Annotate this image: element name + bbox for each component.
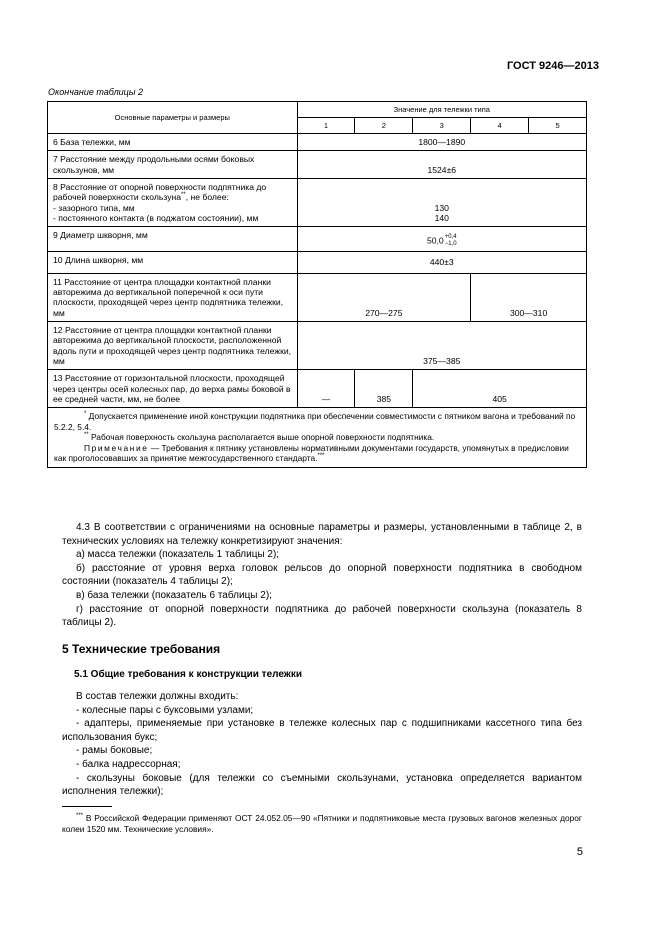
table-header-row [48,102,587,118]
row-value: 405 [413,370,587,408]
row-param: 9 Диаметр шкворня, мм [48,227,298,251]
table-row [48,251,587,273]
table-row [48,273,587,321]
page-footnote [62,811,582,835]
footnote-mark: *** [76,813,84,819]
row-value-line: 130 [434,202,449,213]
note-label: Примечание [84,442,149,453]
type-number: 1 [297,118,355,134]
row-param: 7 Расстояние между продольными осями боковых скользунов, мм [48,151,298,179]
clause-5-1-list [62,690,582,799]
table-row [48,151,587,179]
list-item: - колесные пары с буксовыми узлами; [76,704,254,716]
note-text: Рабочая поверхность скользуна располагается выше опорной поверхности подпятника. [91,432,435,443]
row-param-text: , не более: [185,192,229,203]
row-value: 1524±6 [297,151,586,179]
type-number: 4 [471,118,529,134]
footnote-mark: ** [181,192,186,199]
row-param: 10 Длина шкворня, мм [48,251,298,273]
column-header-value: Значение для тележки типа [297,102,586,118]
row-param [48,178,298,226]
type-number: 2 [355,118,413,134]
table-note [54,443,580,464]
row-value: 300—310 [471,273,587,321]
table-row [48,322,587,370]
row-value: 440±3 [297,251,586,273]
list-item: - рамы боковые; [76,745,153,757]
footnote-mark: * [84,411,87,418]
table-note [54,432,580,443]
tolerance [445,234,457,248]
column-header-parameters: Основные параметры и размеры [48,102,298,134]
row-param: 12 Расстояние от центра площадки контактной планки авторежима до вертикальной плоскости, расположенной вдоль пути и проходящей через центр подпятника тележки, мм [48,322,298,370]
section-heading: 5 Технические требования [62,642,221,656]
diameter-value: 50,0 [426,234,444,245]
row-value: 1800—1890 [297,134,586,151]
footnote-mark: ** [84,432,89,439]
list-item: а) масса тележки (показатель 1 таблицы 2); [76,549,280,561]
tolerance-upper: +0,4 [444,233,457,240]
row-value [297,178,586,226]
row-param-item: - зазорного типа, мм [53,202,135,213]
subsection-heading: 5.1 Общие требования к конструкции тележки [74,669,303,680]
list-item: - скользуны боковые (для тележки со съемными скользунами, установка определяется вариантом исполнения тележки); [62,772,582,798]
row-value: 385 [355,370,413,408]
note-text: Допускается применение иной конструкции подпятника при обеспечении совместимости с пятником вагона и требований по 5.2.2, 5.4. [54,411,576,432]
row-value: 270—275 [297,273,471,321]
list-item: - балка надрессорная; [76,758,181,770]
row-param: 6 База тележки, мм [48,134,298,151]
row-param-text: 8 Расстояние от опорной поверхности подпятника до рабочей поверхности скользуна [53,181,267,203]
type-number: 5 [529,118,587,134]
document-id: ГОСТ 9246—2013 [506,60,599,72]
table-row [48,370,587,408]
parameters-table [47,101,587,468]
list-item: б) расстояние от уровня верха головок рельсов до опорной поверхности подпятника в свободном состоянии (показатель 4 таблицы 2); [62,562,582,588]
row-value [297,227,586,251]
row-param-item: - постоянного контакта (в поджатом состоянии), мм [53,212,259,223]
table-notes-row [48,408,587,468]
footnote-separator [62,806,112,807]
table-caption: Окончание таблицы 2 [48,87,143,97]
footnote-mark: *** [317,453,325,460]
page-number: 5 [576,846,583,858]
row-value: 375—385 [297,322,586,370]
paragraph: В состав тележки должны входить: [76,691,239,702]
row-param: 11 Расстояние от центра площадки контактной планки авторежима до вертикальной поперечной к оси пути плоскости, проходящей через центр подпятника тележки, мм [48,273,298,321]
note-text: — Требования к пятнику установлены нормативными документами государств, упомянутых в предисловии как проголосовавших за принятие межгосударственного стандарта. [54,442,569,464]
table-row [48,134,587,151]
row-value: — [297,370,355,408]
table-row [48,178,587,226]
tolerance-lower: −1,0 [444,240,457,247]
footnote-text: В Российской Федерации применяют ОСТ 24.052.05—90 «Пятники и подпятниковые места грузовых вагонов железных дорог колеи 1520 мм. Технические условия». [62,812,582,834]
type-number: 3 [413,118,471,134]
list-item: - адаптеры, применяемые при установке в тележке колесных пар с подшипниками кассетного типа без использования букс; [62,718,582,743]
paragraph: 4.3 В соответствии с ограничениями на основные параметры и размеры, установленными в таблице 2, в технических условиях на тележку конкретизируют значения: [62,522,582,547]
row-param: 13 Расстояние от горизонтальной плоскости, проходящей через центры осей колесных пар, до верха рамы боковой в ее средней части, мм, не более [48,370,298,408]
clause-4-3 [62,521,582,630]
table-notes [48,408,587,468]
row-value-line: 140 [434,212,449,223]
table-note [54,411,580,432]
list-item: г) расстояние от опорной поверхности подпятника до рабочей поверхности скользуна (показатель 8 таблицы 2). [62,603,582,629]
list-item: в) база тележки (показатель 6 таблицы 2); [76,589,272,601]
table-row [48,227,587,251]
